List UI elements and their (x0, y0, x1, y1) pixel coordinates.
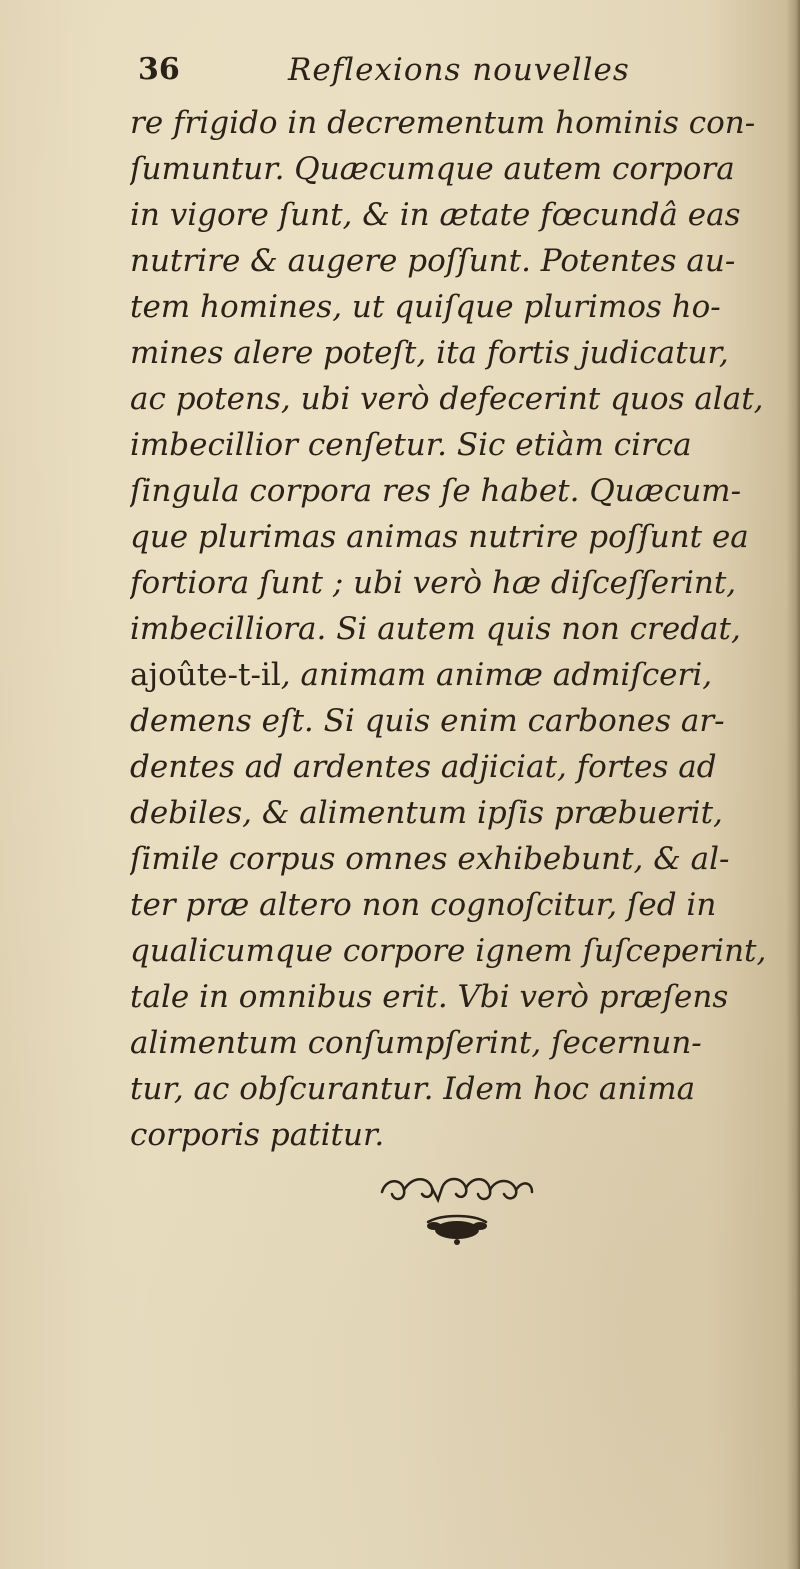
text-line: tur, ac obſcurantur. Idem hoc anima (130, 1071, 696, 1107)
page-number: 36 (138, 52, 180, 87)
text-line: alimentum conſumpſerint, ſecernun- (130, 1025, 702, 1061)
text-line: corporis patitur. (130, 1117, 385, 1153)
body-text (130, 100, 790, 1158)
text-line: demens eſt. Si quis enim carbones ar- (130, 703, 725, 739)
text-line: mines alere poteſt, ita fortis judicatur, (130, 335, 729, 371)
page-header (138, 52, 658, 92)
text-line: imbecillior cenſetur. Sic etiàm circa (130, 427, 692, 463)
text-line: ſumuntur. Quæcumque autem corpora (130, 151, 735, 187)
text-line: qualicumque corpore ignem ſuſceperint, (130, 933, 767, 969)
text-line: re frigido in decrementum hominis con- (130, 105, 756, 141)
text-line: fortiora ſunt ; ubi verò hæ diſceſſerint, (130, 565, 737, 601)
text-line: tale in omnibus erit. Vbi verò præſens (130, 979, 729, 1015)
text-line: dentes ad ardentes adjiciat, fortes ad (130, 749, 717, 785)
text-line: ſingula corpora res ſe habet. Quæcum- (130, 473, 742, 509)
text-line-with-roman-insert: ajoûte-t-il, animam animæ admiſceri, (130, 657, 713, 693)
running-head: Reflexions nouvelles (288, 52, 630, 88)
text-line: in vigore ſunt, & in ætate fœcundâ eas (130, 197, 741, 233)
text-line: ſimile corpus omnes exhibebunt, & al- (130, 841, 730, 877)
tailpiece-ornament-icon (372, 1170, 542, 1250)
text-line: nutrire & augere poſſunt. Potentes au- (130, 243, 736, 279)
text-line: que plurimas animas nutrire poſſunt ea (130, 519, 749, 555)
text-line: ter præ altero non cognoſcitur, ſed in (130, 887, 717, 923)
text-line: ac potens, ubi verò defecerint quos alat, (130, 381, 764, 417)
text-line: tem homines, ut quiſque plurimos ho- (130, 289, 721, 325)
roman-insert: ajoûte-t-il (130, 657, 281, 693)
text-line: imbecilliora. Si autem quis non credat, (130, 611, 741, 647)
text-line: debiles, & alimentum ipſis præbuerit, (130, 795, 723, 831)
